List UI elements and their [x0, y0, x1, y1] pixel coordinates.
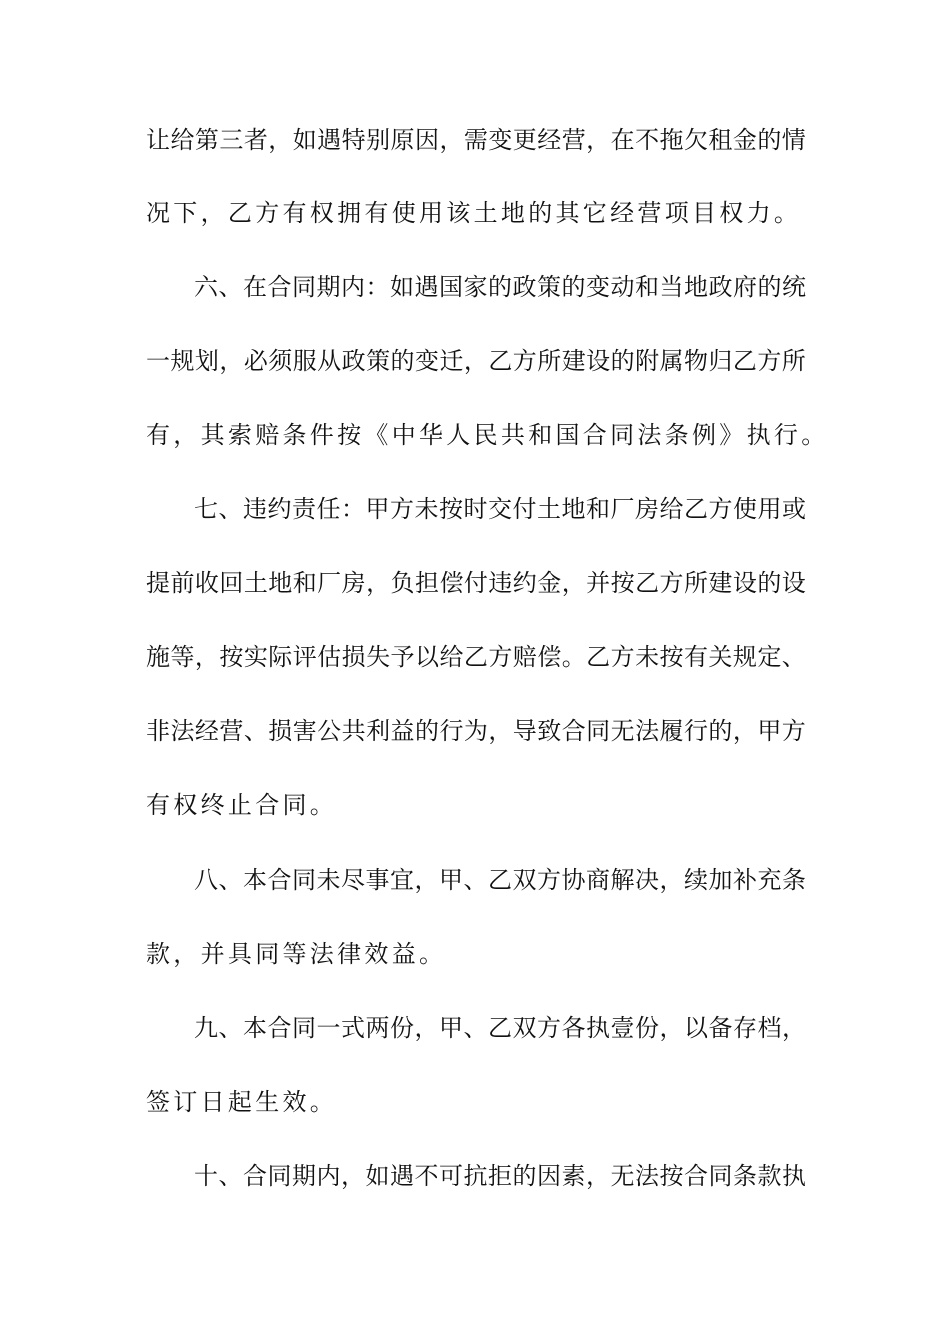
text-line: 有，其索赔条件按《中华人民共和国合同法条例》执行。: [146, 421, 829, 449]
text-line: 提 前 收 回 土 地 和 厂 房 ， 负 担 偿 付 违 约 金 ， 并 按 乙 方 所 建 设 的 设: [146, 569, 806, 597]
text-line: 六 、 在 合 同 期 内 ： 如 遇 国 家 的 政 策 的 变 动 和 当 地 政 府 的 统: [194, 273, 806, 301]
text-line: 让 给 第 三 者 ， 如 遇 特 别 原 因 ， 需 变 更 经 营 ， 在 不 拖 欠 租 金 的 情: [146, 126, 806, 154]
text-line: 十 、 合 同 期 内 ， 如 遇 不 可 抗 拒 的 因 素 ， 无 法 按 合 同 条 款 执: [194, 1162, 806, 1190]
text-line: 签订日起生效。: [146, 1088, 338, 1116]
text-line: 九 、 本 合 同 一 式 两 份 ， 甲 、 乙 双 方 各 执 壹 份 ， 以 备 存 档 ，: [194, 1014, 806, 1042]
text-line: 一 规 划 ， 必 须 服 从 政 策 的 变 迁 ， 乙 方 所 建 设 的 附 属 物 归 乙 方 所: [146, 347, 806, 375]
text-line: 况下，乙方有权拥有使用该土地的其它经营项目权力。: [146, 199, 802, 227]
text-line: 七 、 违 约 责 任 ： 甲 方 未 按 时 交 付 土 地 和 厂 房 给 乙 方 使 用 或: [194, 495, 806, 523]
text-line: 款，并具同等法律效益。: [146, 940, 447, 968]
text-line: 非 法 经 营 、 损 害 公 共 利 益 的 行 为 ， 导 致 合 同 无 法 履 行 的 ， 甲 方: [146, 717, 806, 745]
text-line: 施 等 ， 按 实 际 评 估 损 失 予 以 给 乙 方 赔 偿 。 乙 方 未 按 有 关 规 定 、: [146, 643, 806, 671]
text-line: 有权终止合同。: [146, 791, 338, 819]
text-line: 八 、 本 合 同 未 尽 事 宜 ， 甲 、 乙 双 方 协 商 解 决 ， 续 加 补 充 条: [194, 866, 806, 894]
